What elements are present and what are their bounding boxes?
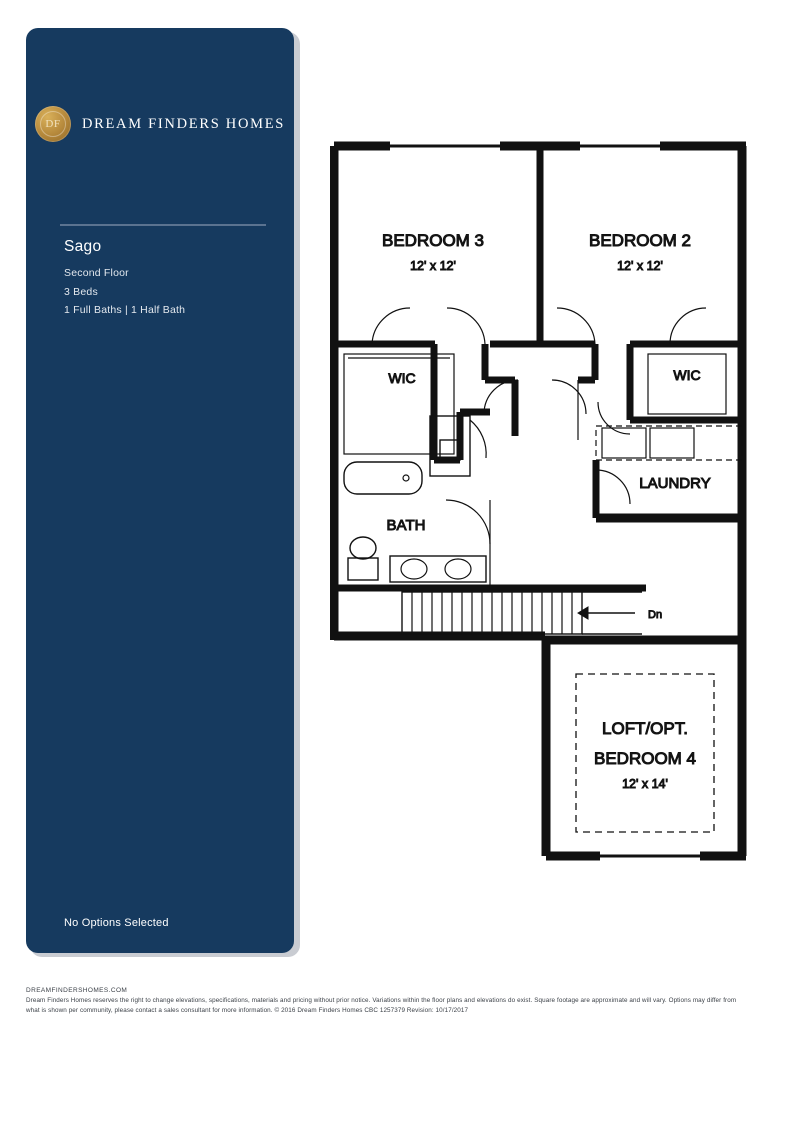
seal-monogram: DF — [45, 118, 61, 130]
label-laundry: LAUNDRY — [639, 475, 711, 492]
label-stairs-down: Dn — [648, 609, 663, 621]
label-bedroom-3-dims: 12' x 12' — [410, 259, 456, 273]
label-wic-left: WIC — [388, 370, 416, 386]
plan-meta — [64, 264, 185, 320]
label-wic-right: WIC — [673, 367, 701, 383]
sidebar-divider — [60, 224, 266, 226]
floorplan-drawing — [330, 140, 750, 880]
sidebar-panel — [26, 28, 294, 953]
label-loft-dims: 12' x 14' — [622, 777, 668, 791]
brand-lockup — [26, 106, 294, 142]
label-bedroom-3: BEDROOM 3 — [381, 231, 485, 250]
label-loft-line1: LOFT/OPT. — [602, 719, 688, 738]
plan-beds: 3 Beds — [64, 285, 98, 298]
brand-name: DREAM FINDERS HOMES — [81, 115, 286, 132]
label-loft-line2: BEDROOM 4 — [593, 749, 697, 768]
label-bath: BATH — [386, 517, 426, 534]
label-bedroom-2: BEDROOM 2 — [588, 231, 692, 250]
plan-floor: Second Floor — [64, 267, 129, 279]
footer-disclaimer: Dream Finders Homes reserves the right to change elevations, specifications, materials and pricing without prior notice. Variations within the floor plans and elevations do exist. Square footage are approximate and will vary. Options may differ from what is shown per community, please contact a sales consultant for more information. © 2016 Dream Finders Homes CBC 1257379 Revision: 10/17/2017 — [26, 997, 737, 1014]
label-bedroom-2-dims: 12' x 12' — [617, 259, 663, 273]
dream-finders-seal-icon — [35, 106, 71, 142]
plan-title: Sago — [64, 238, 102, 255]
footer-website: DREAMFINDERSHOMES.COM — [26, 987, 128, 994]
options-status: No Options Selected — [64, 917, 169, 929]
plan-baths: 1 Full Baths | 1 Half Bath — [64, 304, 186, 316]
